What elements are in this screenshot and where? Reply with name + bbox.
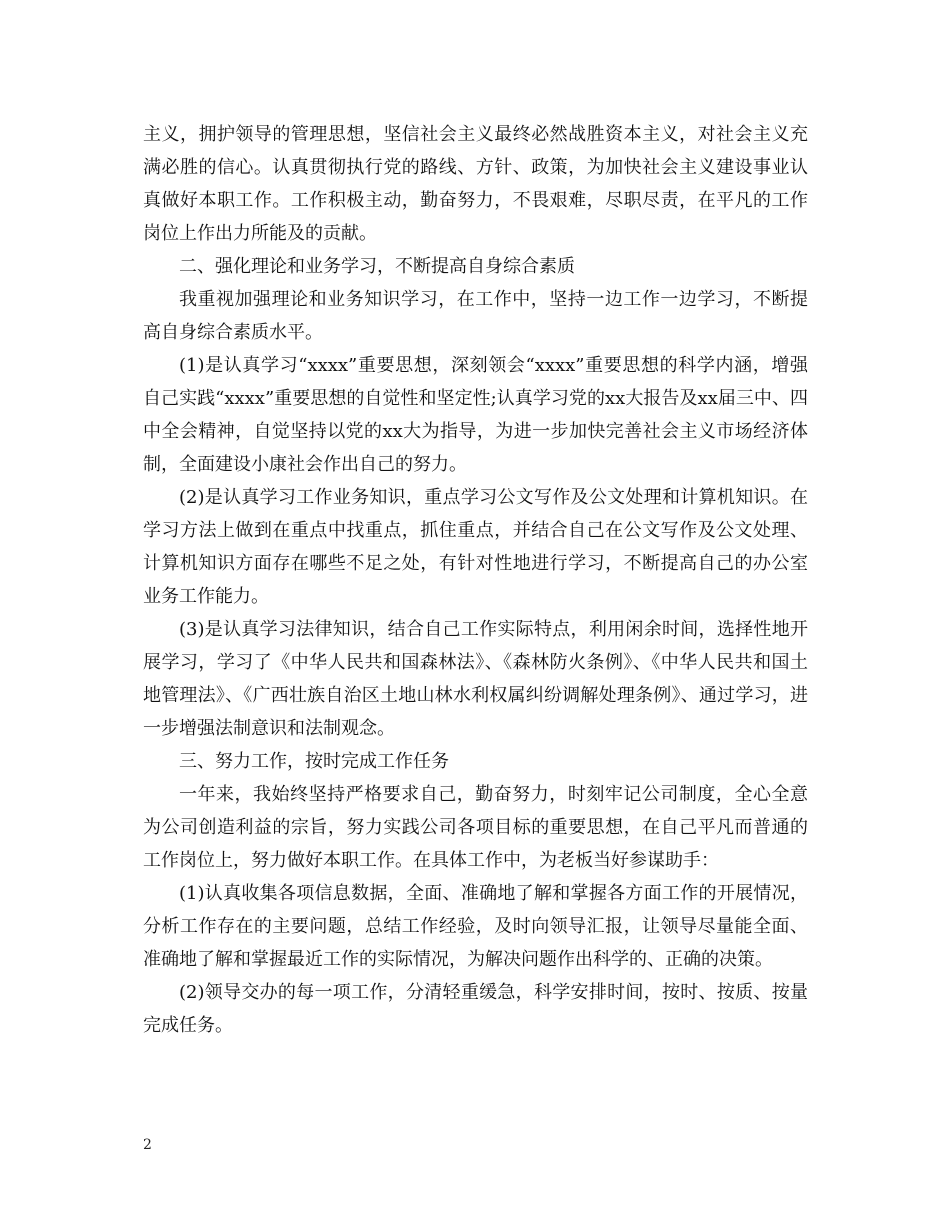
paragraph-work-item-1: (1)认真收集各项信息数据，全面、准确地了解和掌握各方面工作的开展情况，分析工作存在的主要问题，总结工作经验，及时向领导汇报，让领导尽量能全面、准确地了解和掌握最近工作的实际情况，为解决问题作出科学的、正确的决策。 — [143, 883, 808, 970]
paragraph-study-intro: 我重视加强理论和业务知识学习，在工作中，坚持一边工作一边学习，不断提高自身综合素质水平。 — [143, 289, 808, 343]
paragraph-continuation: 主义，拥护领导的管理思想，坚信社会主义最终必然战胜资本主义，对社会主义充满必胜的信心。认真贯彻执行党的路线、方针、政策，为加快社会主义建设事业认真做好本职工作。工作积极主动，勤奋努力，不畏艰难，尽职尽责，在平凡的工作岗位上作出力所能及的贡献。 — [143, 124, 808, 244]
paragraph-study-item-1: (1)是认真学习“xxxx”重要思想，深刻领会“xxxx”重要思想的科学内涵，增强自己实践“xxxx”重要思想的自觉性和坚定性;认真学习党的xx大报告及xx届三中、四中全会精神，自觉坚持以党的xx大为指导，为进一步加快完善社会主义市场经济体制，全面建设小康社会作出自己的努力。 — [143, 355, 808, 475]
paragraph-work-item-2: (2)领导交办的每一项工作，分清轻重缓急，科学安排时间，按时、按质、按量完成任务。 — [143, 982, 808, 1036]
page-number: 2 — [143, 1137, 152, 1153]
paragraph-study-item-2: (2)是认真学习工作业务知识，重点学习公文写作及公文处理和计算机知识。在学习方法上做到在重点中找重点，抓住重点，并结合自己在公文写作及公文处理、计算机知识方面存在哪些不足之处，有针对性地进行学习，不断提高自己的办公室业务工作能力。 — [143, 487, 808, 607]
section-heading-2: 二、强化理论和业务学习，不断提高自身综合素质 — [179, 256, 575, 277]
paragraph-study-item-3: (3)是认真学习法律知识，结合自己工作实际特点，利用闲余时间，选择性地开展学习，学习了《中华人民共和国森林法》、《森林防火条例》、《中华人民共和国土地管理法》、《广西壮族自治区土地山林水利权属纠纷调解处理条例》、通过学习，进一步增强法制意识和法制观念。 — [143, 619, 808, 739]
paragraph-work-intro: 一年来，我始终坚持严格要求自己，勤奋努力，时刻牢记公司制度，全心全意为公司创造利益的宗旨，努力实践公司各项目标的重要思想，在自己平凡而普通的工作岗位上，努力做好本职工作。在具体工作中，为老板当好参谋助手： — [143, 784, 808, 871]
document-body — [143, 118, 808, 1042]
section-heading-3: 三、努力工作，按时完成工作任务 — [179, 751, 449, 772]
